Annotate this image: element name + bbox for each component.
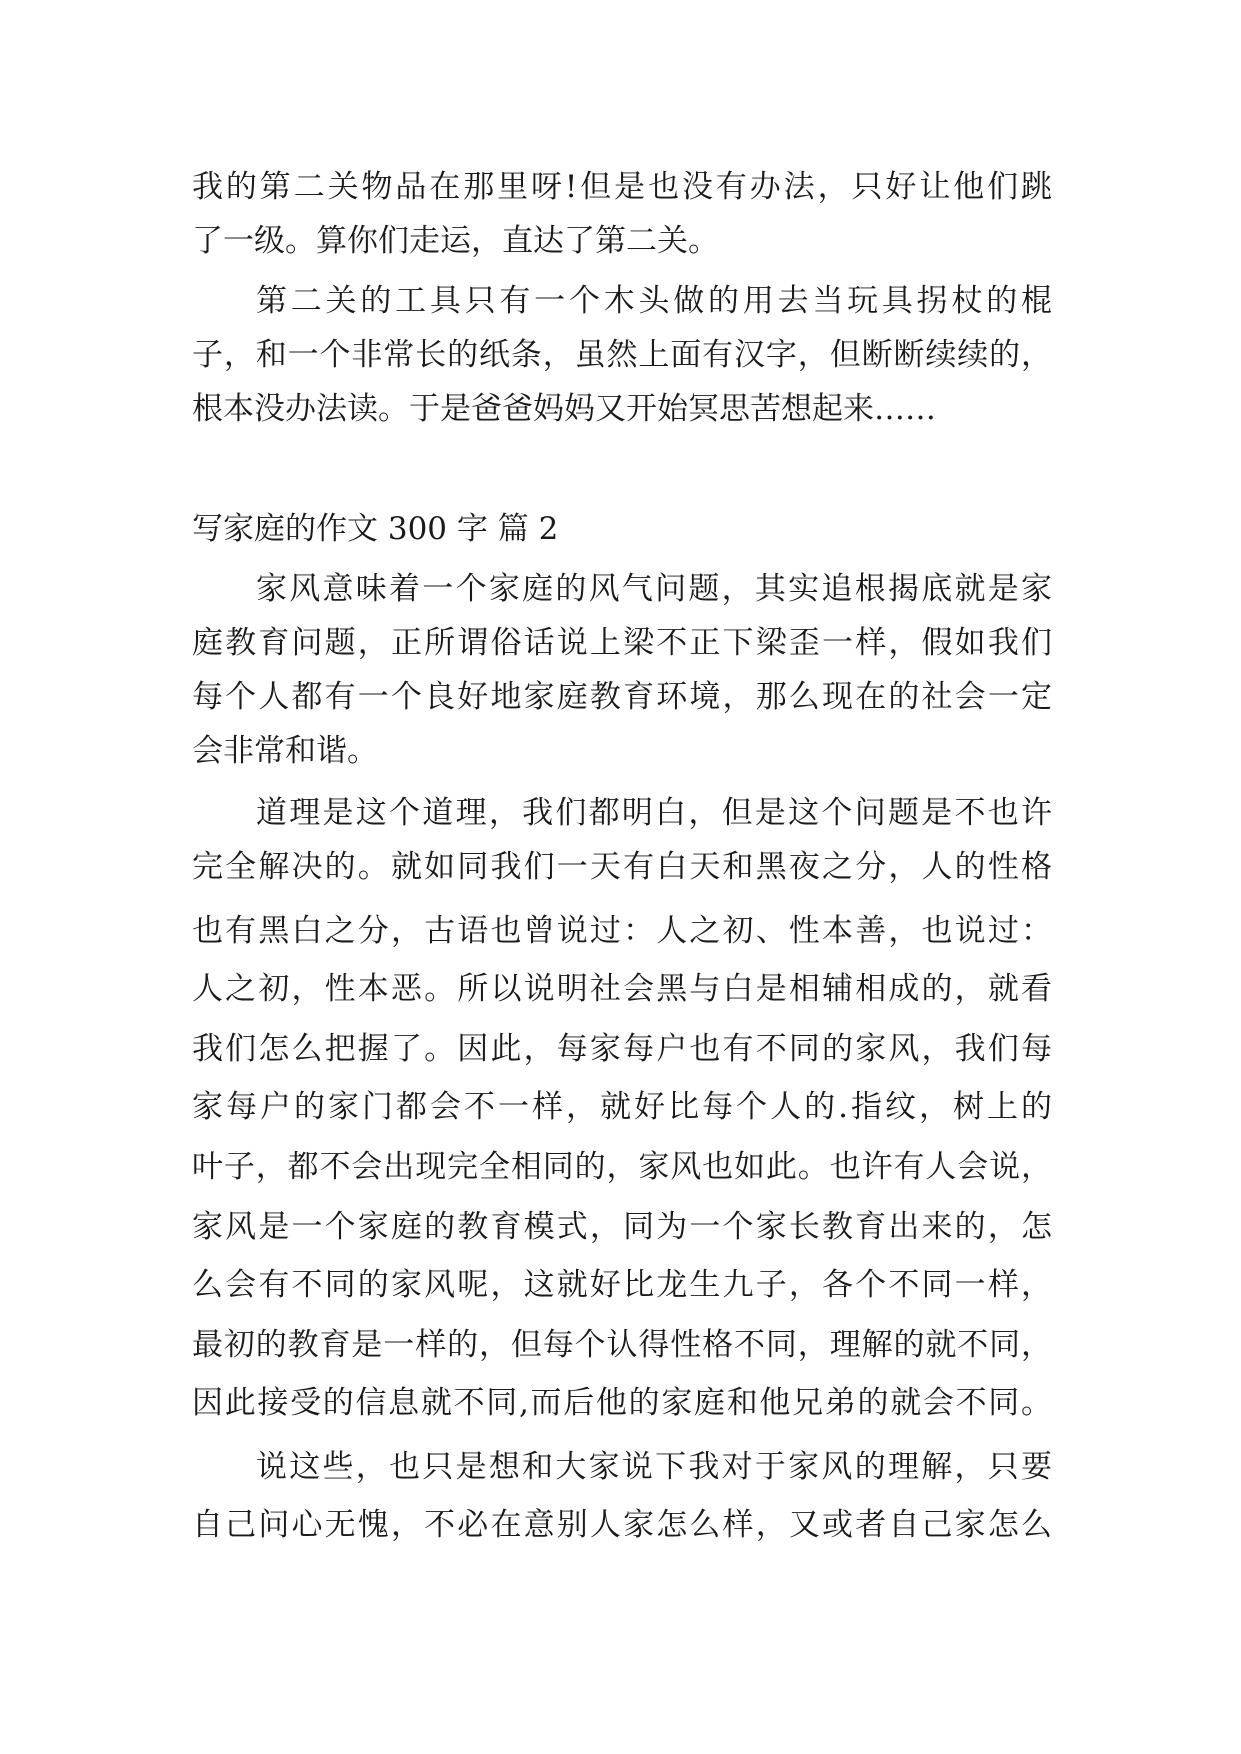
paragraph-line: 庭教育问题，正所谓俗话说上梁不正下梁歪一样，假如我们	[192, 625, 1052, 661]
paragraph-line: 自己问心无愧，不必在意别人家怎么样，又或者自己家怎么	[192, 1507, 1052, 1543]
paragraph-line: 人之初，性本恶。所以说明社会黑与白是相辅相成的，就看	[192, 971, 1052, 1007]
paragraph-line: 了一级。算你们走运，直达了第二关。	[192, 223, 719, 259]
paragraph-line: 么会有不同的家风呢，这就好比龙生九子，各个不同一样，	[192, 1267, 1052, 1303]
paragraph-line: 也有黑白之分，古语也曾说过：人之初、性本善，也说过：	[192, 913, 1052, 949]
paragraph-line: 我们怎么把握了。因此，每家每户也有不同的家风，我们每	[192, 1031, 1052, 1067]
paragraph-line: 叶子，都不会出现完全相同的，家风也如此。也许有人会说，	[192, 1149, 1052, 1185]
paragraph-line: 家风是一个家庭的教育模式，同为一个家长教育出来的，怎	[192, 1209, 1052, 1245]
paragraph-line: 因此接受的信息就不同,而后他的家庭和他兄弟的就会不同。	[192, 1385, 1052, 1421]
paragraph-line: 道理是这个道理，我们都明白，但是这个问题是不也许	[256, 795, 1052, 831]
paragraph-line: 每个人都有一个良好地家庭教育环境，那么现在的社会一定	[192, 679, 1052, 715]
section-title: 写家庭的作文 300 字 篇 2	[192, 511, 559, 547]
paragraph-line: 子，和一个非常长的纸条，虽然上面有汉字，但断断续续的，	[192, 337, 1052, 373]
paragraph-line: 根本没办法读。于是爸爸妈妈又开始冥思苦想起来……	[192, 391, 936, 427]
paragraph-line: 第二关的工具只有一个木头做的用去当玩具拐杖的棍	[256, 283, 1052, 319]
paragraph-line: 说这些，也只是想和大家说下我对于家风的理解，只要	[256, 1449, 1052, 1485]
paragraph-line: 家风意味着一个家庭的风气问题，其实追根揭底就是家	[256, 571, 1052, 607]
paragraph-line: 完全解决的。就如同我们一天有白天和黑夜之分，人的性格	[192, 849, 1052, 885]
paragraph-line: 家每户的家门都会不一样，就好比每个人的.指纹，树上的	[192, 1089, 1052, 1125]
paragraph-line: 会非常和谐。	[192, 733, 378, 769]
paragraph-line: 我的第二关物品在那里呀!但是也没有办法，只好让他们跳	[192, 169, 1052, 205]
paragraph-line: 最初的教育是一样的，但每个认得性格不同，理解的就不同，	[192, 1327, 1052, 1363]
